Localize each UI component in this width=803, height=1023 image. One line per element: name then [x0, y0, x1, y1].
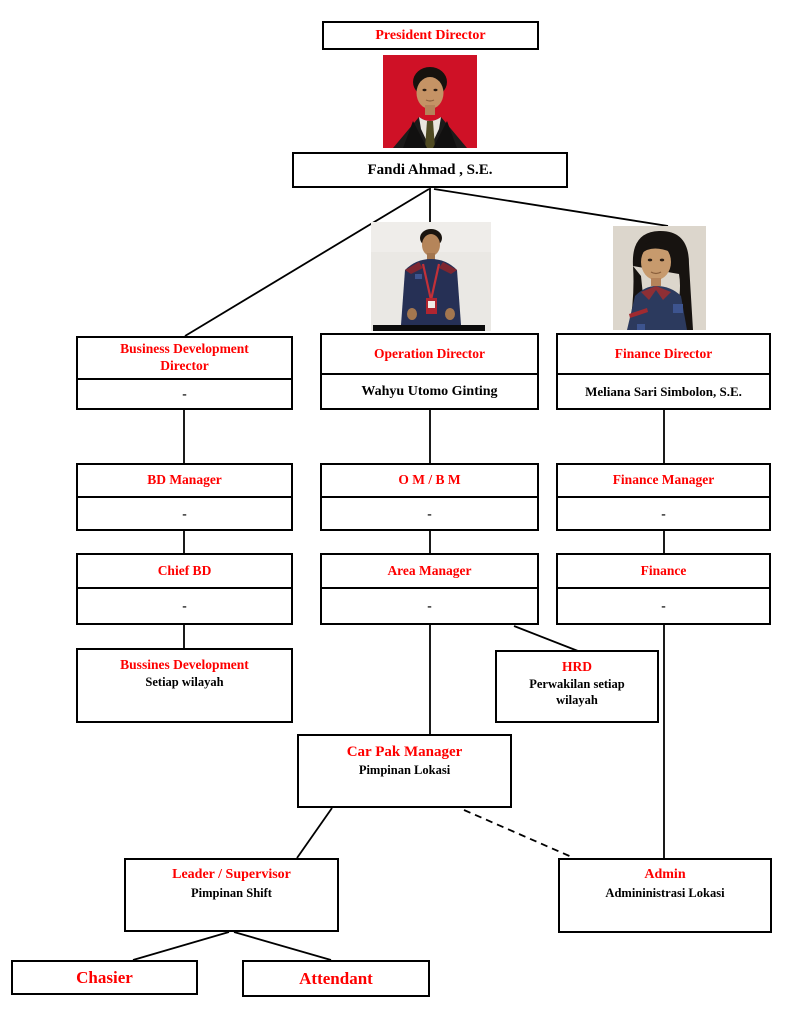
- node-title: Attendant: [299, 968, 373, 988]
- node-value: -: [427, 598, 432, 613]
- node-title: HRD: [562, 659, 592, 674]
- node-title: Car Pak Manager: [346, 744, 463, 760]
- node-title: Finance: [558, 555, 769, 589]
- org-node-om-bm: [320, 463, 539, 531]
- node-value: Wahyu Utomo Ginting: [361, 383, 498, 399]
- org-node-car-pak-manager: [297, 734, 512, 808]
- node-subtitle: Pimpinan Lokasi: [358, 763, 451, 778]
- connector-leader-attendant: [234, 932, 331, 960]
- node-title: Area Manager: [322, 555, 537, 589]
- node-title: Bussines Development: [120, 657, 249, 672]
- org-node-finance: [556, 553, 771, 625]
- connector-carpak-admin-dashed: [464, 810, 574, 858]
- node-value: -: [182, 598, 187, 613]
- node-value: -: [661, 505, 666, 521]
- org-node-bussines-development: [76, 648, 293, 723]
- node-title: Chief BD: [78, 555, 291, 589]
- node-title: O M / B M: [322, 465, 537, 498]
- org-node-bd-manager: [76, 463, 293, 531]
- org-node-finance-manager: [556, 463, 771, 531]
- node-value: -: [427, 505, 432, 521]
- org-node-chasier: [11, 960, 198, 995]
- connector-leader-chasier: [133, 932, 229, 960]
- connector-president-finance: [434, 189, 668, 226]
- org-node-area-manager: [320, 553, 539, 625]
- finance-director-photo: [613, 226, 706, 330]
- operation-director-photo: [371, 222, 491, 331]
- node-title: Finance Manager: [558, 465, 769, 498]
- node-value: -: [661, 598, 666, 613]
- node-value: Meliana Sari Simbolon, S.E.: [585, 383, 742, 399]
- connector-carpak-leader: [297, 808, 332, 858]
- org-node-leader-supervisor: [124, 858, 339, 932]
- node-title: Operation Director: [322, 335, 537, 375]
- node-title: Chasier: [76, 967, 133, 987]
- node-subtitle: Admininistrasi Lokasi: [605, 885, 725, 900]
- org-node-chief-bd: [76, 553, 293, 625]
- node-value: -: [182, 505, 187, 521]
- org-node-hrd: [495, 650, 659, 723]
- node-value: -: [182, 386, 187, 401]
- node-title: Finance Director: [558, 335, 769, 375]
- node-subtitle: Setiap wilayah: [145, 675, 224, 690]
- org-node-operation-director: [320, 333, 539, 410]
- org-node-attendant: [242, 960, 430, 997]
- president-director-photo: [383, 55, 477, 148]
- connector-areamanager-hrd: [514, 626, 578, 651]
- node-title: Leader / Supervisor: [172, 867, 291, 882]
- node-name: Fandi Ahmad , S.E.: [367, 161, 493, 178]
- node-subtitle: Pimpinan Shift: [191, 885, 272, 900]
- node-title: President Director: [375, 27, 486, 43]
- org-node-president-director: [322, 21, 539, 50]
- node-title: Admin: [644, 867, 686, 882]
- node-subtitle: Perwakilan setiap wilayah: [529, 677, 625, 708]
- org-node-president-name: [292, 152, 568, 188]
- node-title: Business Development Director: [78, 338, 291, 380]
- node-title: BD Manager: [78, 465, 291, 498]
- org-node-admin: [558, 858, 772, 933]
- org-node-finance-director: [556, 333, 771, 410]
- org-node-business-development-director: [76, 336, 293, 410]
